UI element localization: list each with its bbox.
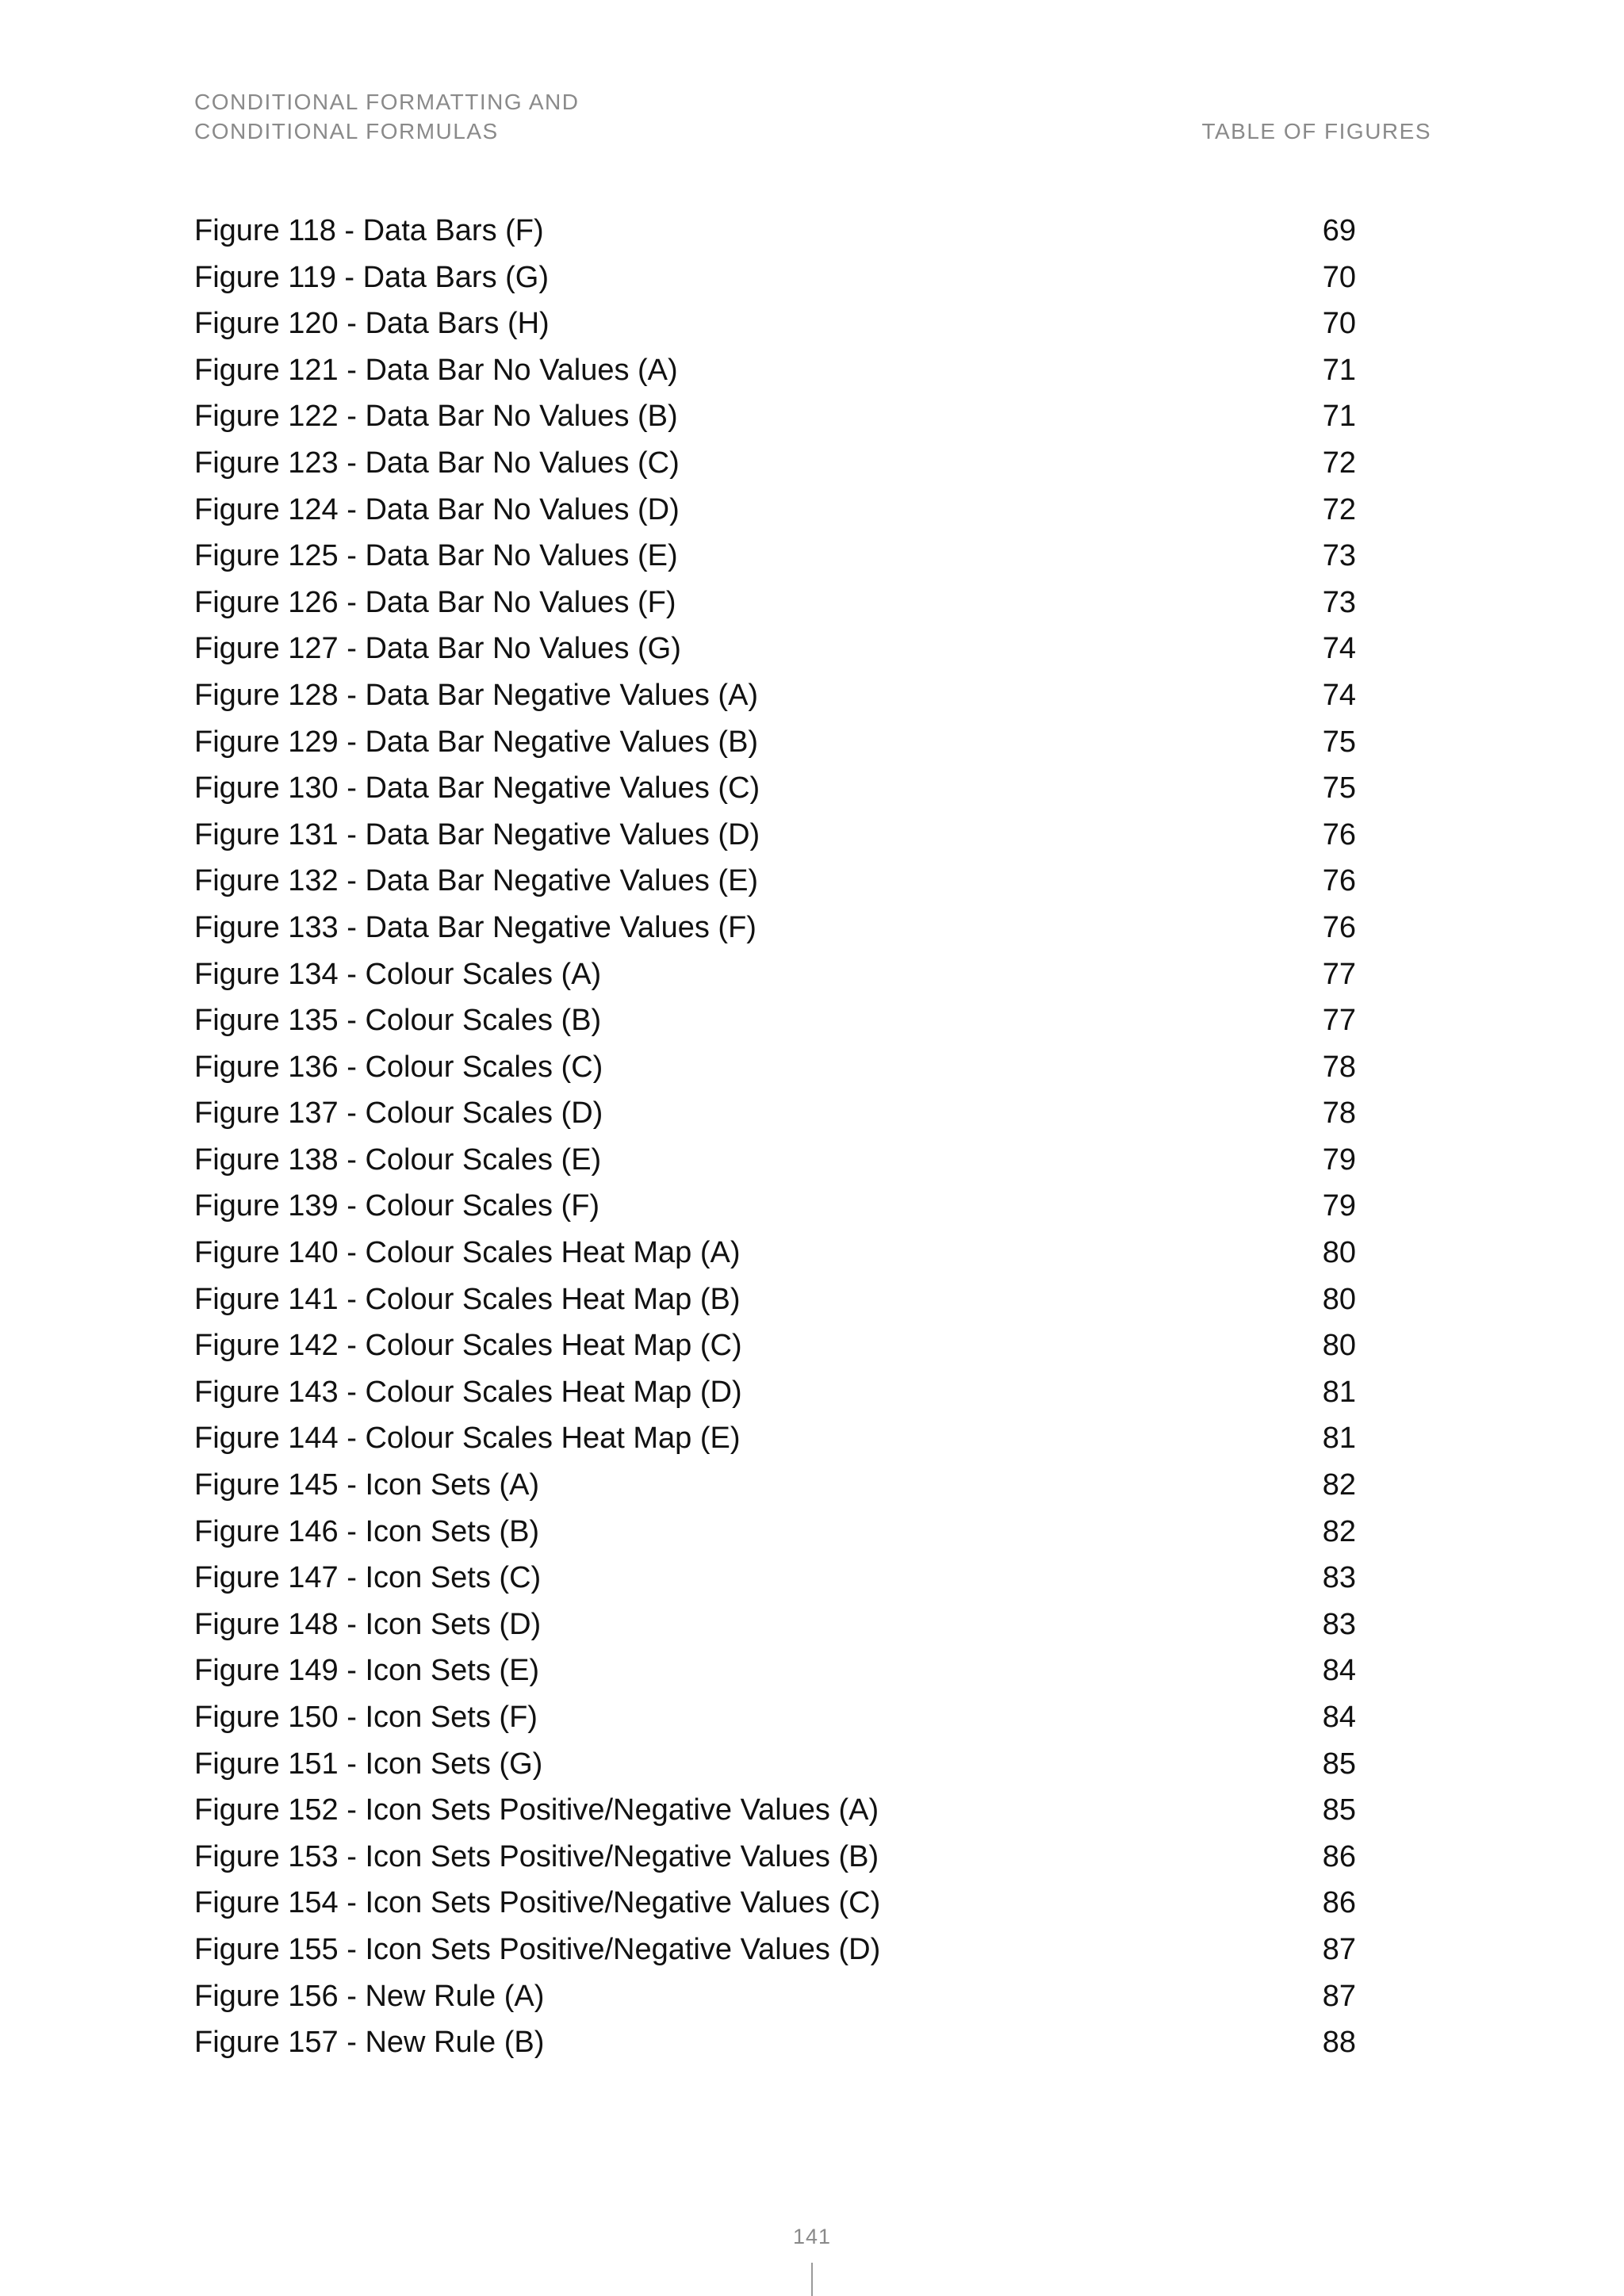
toc-entry[interactable] (194, 765, 1356, 812)
toc-entry-title: Figure 130 - Data Bar Negative Values (C) (194, 771, 760, 806)
toc-entry-page: 84 (1322, 1701, 1356, 1734)
toc-entry-page: 75 (1322, 725, 1356, 759)
toc-entry-page: 78 (1322, 1050, 1356, 1084)
toc-entry-title: Figure 134 - Colour Scales (A) (194, 957, 602, 991)
toc-entry-title: Figure 157 - New Rule (B) (194, 2026, 545, 2060)
toc-entry-title: Figure 149 - Icon Sets (E) (194, 1654, 540, 1688)
toc-entry[interactable] (194, 1509, 1356, 1556)
toc-entry[interactable] (194, 1880, 1356, 1927)
toc-entry[interactable] (194, 1322, 1356, 1369)
toc-entry-page: 79 (1322, 1189, 1356, 1223)
toc-entry-page: 70 (1322, 307, 1356, 341)
toc-entry-page: 69 (1322, 214, 1356, 247)
toc-entry-page: 86 (1322, 1886, 1356, 1920)
toc-entry-page: 85 (1322, 1747, 1356, 1781)
running-header-section (194, 87, 579, 146)
toc-entry-title: Figure 126 - Data Bar No Values (F) (194, 585, 676, 619)
toc-entry[interactable] (194, 440, 1356, 487)
toc-entry-title: Figure 133 - Data Bar Negative Values (F) (194, 910, 756, 944)
toc-entry-page: 80 (1322, 1236, 1356, 1270)
toc-entry[interactable] (194, 1137, 1356, 1184)
toc-entry-page: 72 (1322, 446, 1356, 480)
toc-entry[interactable] (194, 1787, 1356, 1834)
toc-entry-page: 83 (1322, 1607, 1356, 1641)
toc-entry[interactable] (194, 393, 1356, 440)
toc-entry-title: Figure 145 - Icon Sets (A) (194, 1468, 540, 1502)
toc-entry[interactable] (194, 858, 1356, 905)
toc-entry-page: 86 (1322, 1839, 1356, 1873)
toc-entry-title: Figure 121 - Data Bar No Values (A) (194, 353, 678, 387)
toc-entry[interactable] (194, 580, 1356, 626)
toc-entry-title: Figure 140 - Colour Scales Heat Map (A) (194, 1236, 741, 1270)
toc-entry[interactable] (194, 1462, 1356, 1509)
toc-entry[interactable] (194, 254, 1356, 301)
toc-entry-page: 83 (1322, 1561, 1356, 1595)
toc-entry-page: 82 (1322, 1514, 1356, 1548)
toc-entry[interactable] (194, 1415, 1356, 1462)
toc-entry-page: 74 (1322, 632, 1356, 666)
toc-entry-title: Figure 155 - Icon Sets Positive/Negative Values (D) (194, 1932, 881, 1966)
toc-entry-title: Figure 136 - Colour Scales (C) (194, 1050, 603, 1084)
toc-entry-page: 71 (1322, 353, 1356, 387)
toc-entry-title: Figure 143 - Colour Scales Heat Map (D) (194, 1375, 742, 1409)
toc-entry-page: 78 (1322, 1096, 1356, 1131)
toc-entry[interactable] (194, 1741, 1356, 1788)
toc-entry-title: Figure 141 - Colour Scales Heat Map (B) (194, 1282, 741, 1316)
toc-entry-page: 87 (1322, 1979, 1356, 2013)
toc-entry[interactable] (194, 347, 1356, 394)
toc-entry-page: 70 (1322, 260, 1356, 294)
toc-entry-title: Figure 142 - Colour Scales Heat Map (C) (194, 1329, 742, 1363)
running-header-line-1: CONDITIONAL FORMATTING AND (194, 90, 580, 114)
toc-entry-page: 87 (1322, 1932, 1356, 1966)
running-header-line-2: CONDITIONAL FORMULAS (194, 119, 499, 144)
toc-entry-title: Figure 128 - Data Bar Negative Values (A) (194, 678, 759, 712)
toc-entry-title: Figure 148 - Icon Sets (D) (194, 1607, 542, 1641)
toc-entry[interactable] (194, 626, 1356, 672)
toc-entry-title: Figure 144 - Colour Scales Heat Map (E) (194, 1422, 741, 1456)
toc-entry[interactable] (194, 672, 1356, 719)
toc-entry[interactable] (194, 905, 1356, 951)
toc-entry-page: 77 (1322, 1004, 1356, 1038)
toc-entry[interactable] (194, 1601, 1356, 1648)
toc-entry-page: 75 (1322, 771, 1356, 806)
toc-entry-page: 84 (1322, 1654, 1356, 1688)
toc-entry[interactable] (194, 812, 1356, 859)
toc-entry[interactable] (194, 1276, 1356, 1323)
page-number: 141 (792, 2225, 832, 2248)
toc-entry[interactable] (194, 1230, 1356, 1276)
toc-entry-page: 81 (1322, 1422, 1356, 1456)
toc-entry-page: 76 (1322, 910, 1356, 944)
toc-entry[interactable] (194, 1555, 1356, 1601)
toc-entry[interactable] (194, 1369, 1356, 1416)
toc-entry-title: Figure 118 - Data Bars (F) (194, 214, 544, 247)
toc-entry-title: Figure 150 - Icon Sets (F) (194, 1701, 538, 1734)
running-header-title: TABLE OF FIGURES (1201, 119, 1431, 144)
toc-entry[interactable] (194, 487, 1356, 534)
toc-entry-title: Figure 153 - Icon Sets Positive/Negative Values (B) (194, 1839, 879, 1873)
toc-entry-title: Figure 124 - Data Bar No Values (D) (194, 492, 680, 526)
toc-entry-title: Figure 152 - Icon Sets Positive/Negative Values (A) (194, 1793, 879, 1827)
toc-entry-page: 76 (1322, 864, 1356, 898)
toc-entry-page: 72 (1322, 492, 1356, 526)
toc-entry-title: Figure 154 - Icon Sets Positive/Negative Values (C) (194, 1886, 881, 1920)
toc-entry[interactable] (194, 997, 1356, 1044)
toc-entry-page: 80 (1322, 1282, 1356, 1316)
toc-entry-title: Figure 125 - Data Bar No Values (E) (194, 539, 678, 573)
toc-entry-title: Figure 132 - Data Bar Negative Values (E) (194, 864, 759, 898)
toc-entry[interactable] (194, 1927, 1356, 1973)
toc-entry[interactable] (194, 1647, 1356, 1694)
toc-entry-page: 73 (1322, 585, 1356, 619)
toc-entry-title: Figure 122 - Data Bar No Values (B) (194, 400, 678, 434)
toc-entry-title: Figure 137 - Colour Scales (D) (194, 1096, 603, 1131)
table-of-figures-list (194, 208, 1356, 2066)
toc-entry-page: 82 (1322, 1468, 1356, 1502)
toc-entry-page: 81 (1322, 1375, 1356, 1409)
toc-entry-title: Figure 119 - Data Bars (G) (194, 260, 550, 294)
toc-entry[interactable] (194, 2019, 1356, 2066)
toc-entry[interactable] (194, 1183, 1356, 1230)
toc-entry-page: 85 (1322, 1793, 1356, 1827)
toc-entry-page: 74 (1322, 678, 1356, 712)
toc-entry-page: 88 (1322, 2026, 1356, 2060)
toc-entry-title: Figure 131 - Data Bar Negative Values (D) (194, 817, 760, 851)
toc-entry-title: Figure 151 - Icon Sets (G) (194, 1747, 543, 1781)
toc-entry[interactable] (194, 719, 1356, 766)
toc-entry[interactable] (194, 951, 1356, 998)
toc-entry-title: Figure 123 - Data Bar No Values (C) (194, 446, 680, 480)
toc-entry[interactable] (194, 300, 1356, 347)
toc-entry-title: Figure 129 - Data Bar Negative Values (B) (194, 725, 759, 759)
toc-entry-page: 80 (1322, 1329, 1356, 1363)
footer-rule (811, 2263, 813, 2296)
toc-entry-title: Figure 139 - Colour Scales (F) (194, 1189, 600, 1223)
toc-entry[interactable] (194, 1044, 1356, 1091)
toc-entry[interactable] (194, 1834, 1356, 1881)
toc-entry-title: Figure 138 - Colour Scales (E) (194, 1142, 602, 1177)
toc-entry[interactable] (194, 1694, 1356, 1741)
toc-entry-title: Figure 147 - Icon Sets (C) (194, 1561, 542, 1595)
toc-entry-title: Figure 146 - Icon Sets (B) (194, 1514, 540, 1548)
toc-entry[interactable] (194, 208, 1356, 254)
toc-entry-title: Figure 135 - Colour Scales (B) (194, 1004, 602, 1038)
toc-entry[interactable] (194, 533, 1356, 580)
toc-entry-title: Figure 120 - Data Bars (H) (194, 307, 550, 341)
toc-entry[interactable] (194, 1973, 1356, 2020)
toc-entry-title: Figure 156 - New Rule (A) (194, 1979, 545, 2013)
toc-entry-page: 79 (1322, 1142, 1356, 1177)
toc-entry-page: 77 (1322, 957, 1356, 991)
toc-entry-page: 73 (1322, 539, 1356, 573)
toc-entry[interactable] (194, 1090, 1356, 1137)
toc-entry-page: 76 (1322, 817, 1356, 851)
toc-entry-title: Figure 127 - Data Bar No Values (G) (194, 632, 681, 666)
toc-entry-page: 71 (1322, 400, 1356, 434)
